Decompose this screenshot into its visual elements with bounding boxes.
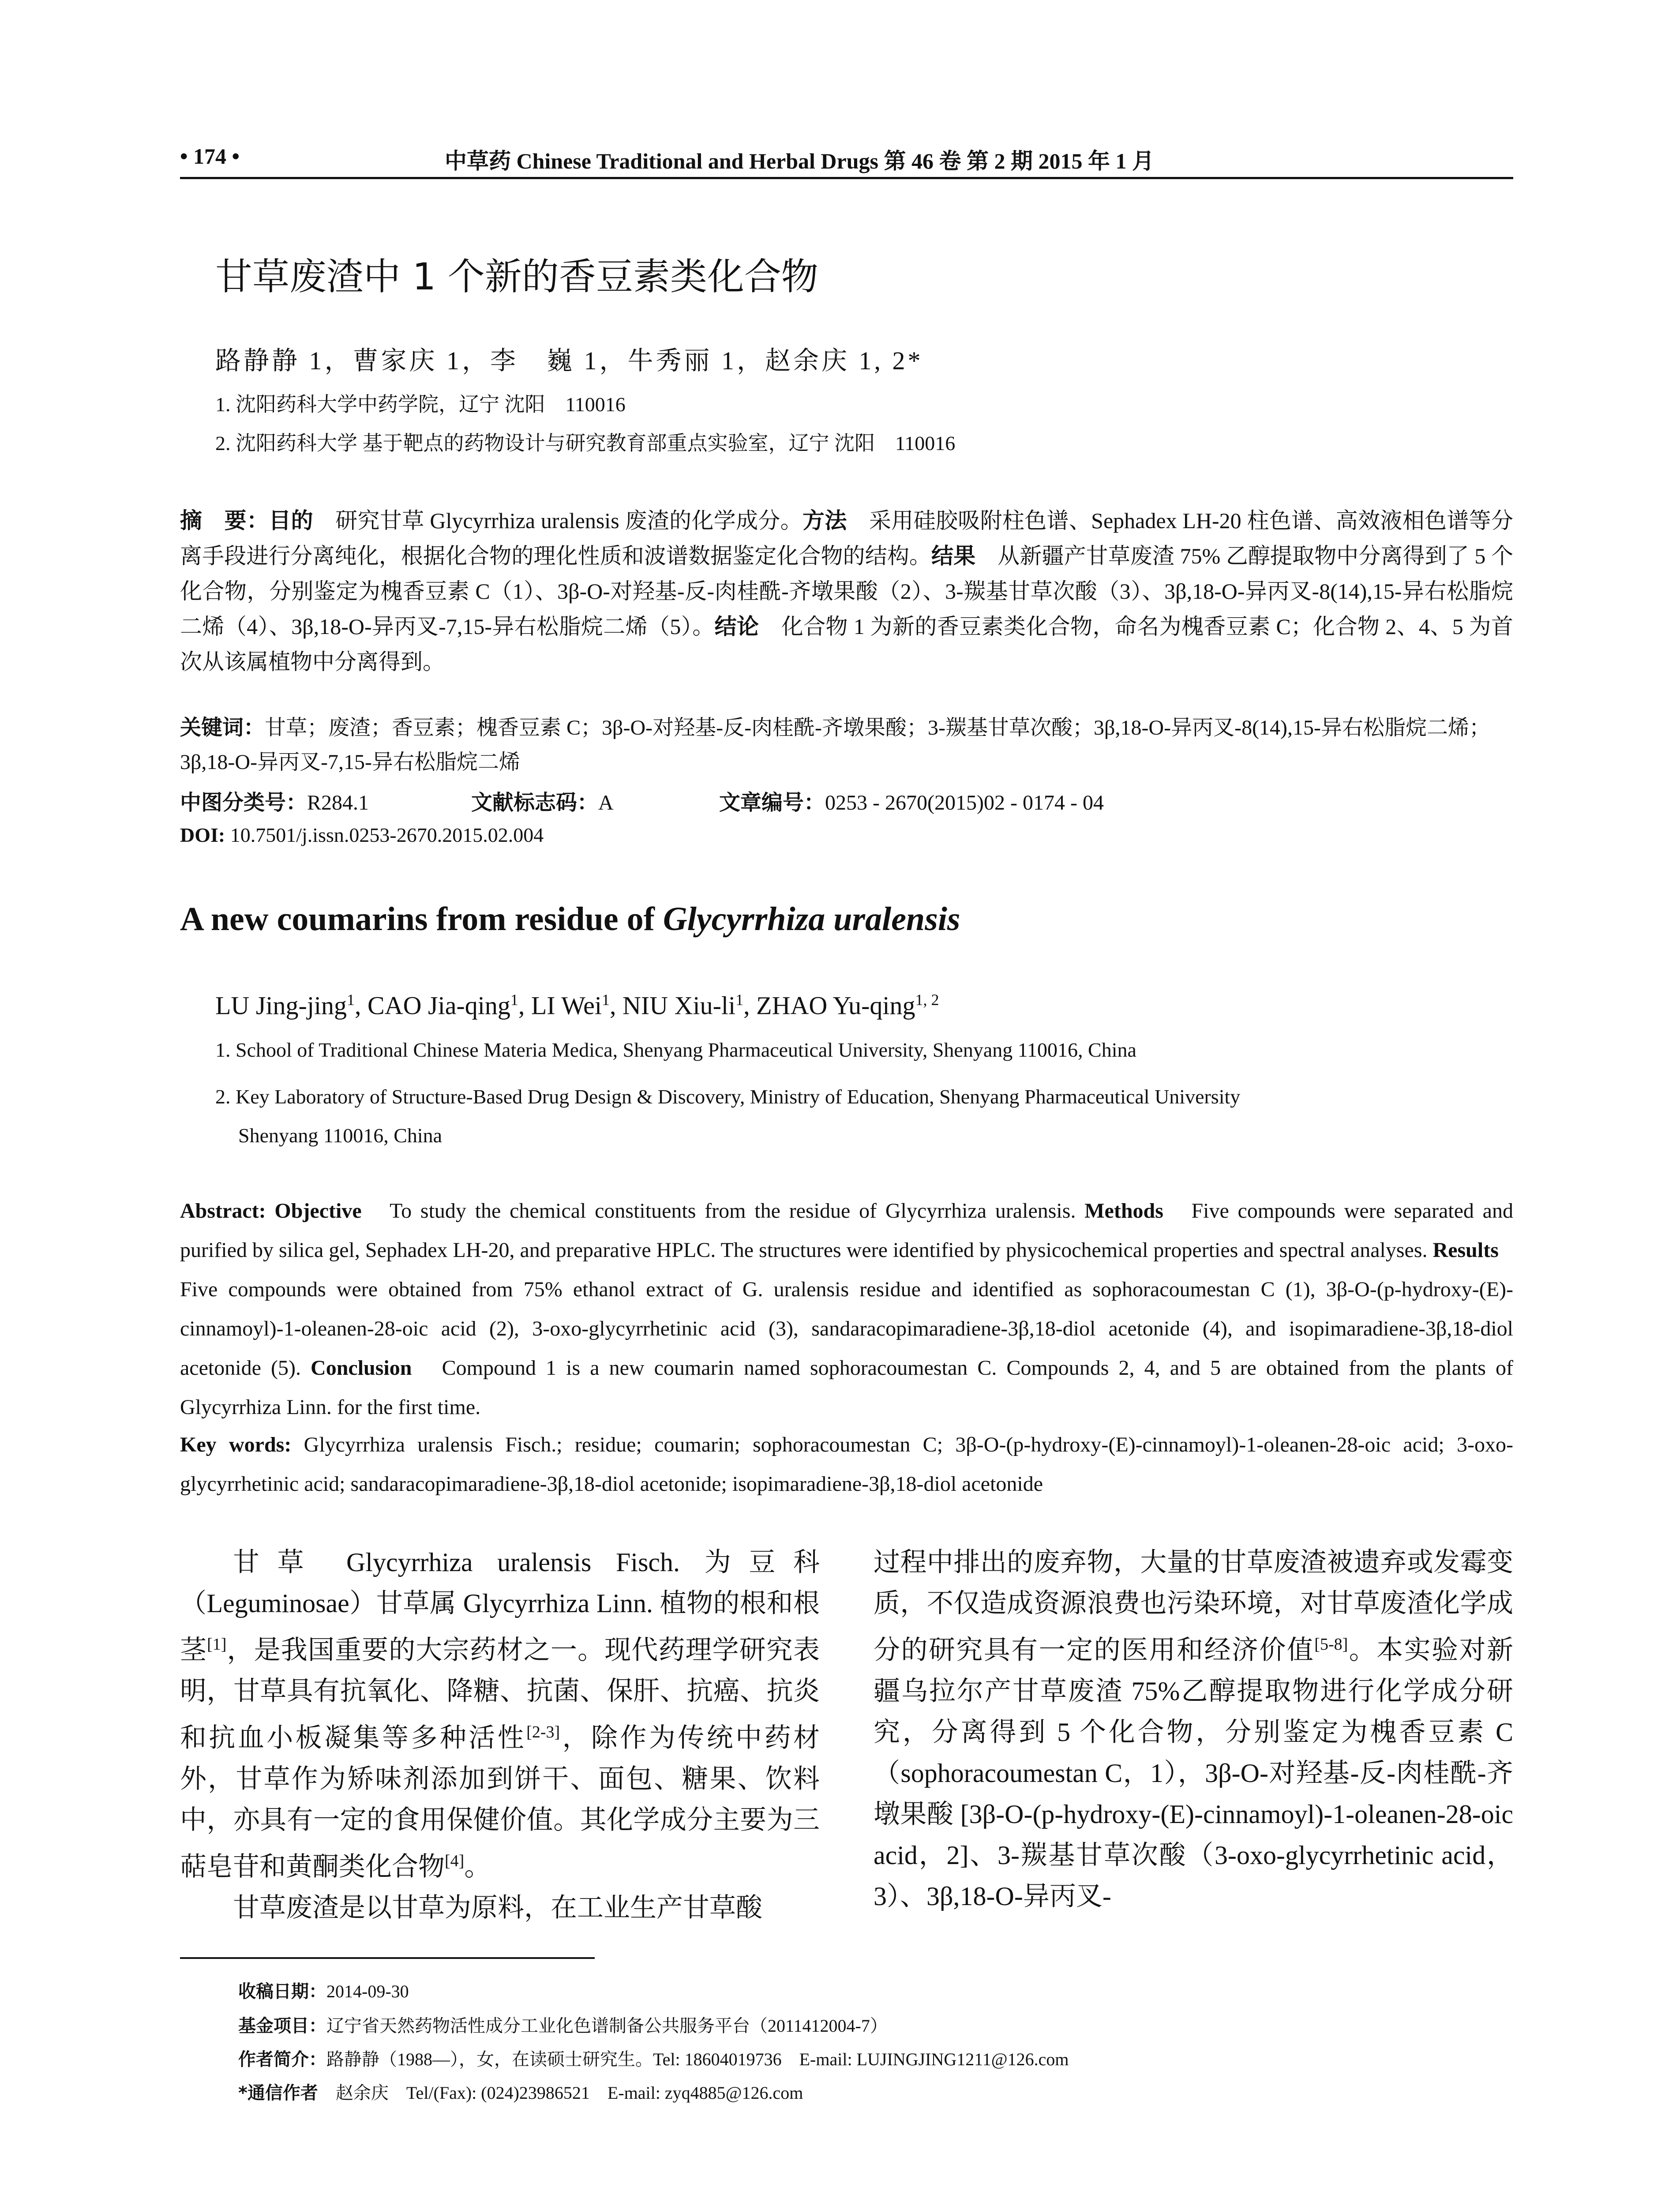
paragraph-text: 过程中排出的废弃物，大量的甘草废渣被遗弃或发霉变质，不仅造成资源浪费也污染环境，对甘草废渣化学成分的研究具有一定的医用和经济价值 (874, 1548, 1513, 1665)
abstract-objective-label: Abstract: Objective (180, 1199, 362, 1223)
document-code (471, 785, 614, 816)
paragraph-text: ，是我国重要的大宗药材之一。现代药理学研究表明，甘草具有抗氧化、降糖、抗菌、保肝、抗癌、抗炎和抗血小板凝集等多种活性 (180, 1636, 820, 1752)
english-keywords (180, 1425, 1513, 1504)
article-number (719, 785, 1104, 816)
clc-code (180, 785, 369, 816)
english-title (180, 900, 960, 938)
conclusion-label: Conclusion (311, 1356, 412, 1380)
author-name: ZHAO Yu-qing (756, 991, 915, 1020)
author-sup: 1, 2 (915, 991, 939, 1009)
methods-label: 方法 (802, 508, 847, 533)
author-sup: 1 (347, 991, 355, 1009)
keywords-text: 甘草；废渣；香豆素；槐香豆素 C；3β-O-对羟基-反-肉桂酰-齐墩果酸；3-羰基甘草次酸；3β,18-O-异丙叉-8(14),15-异右松脂烷二烯；3β,18-O-异丙叉-7,15-异右松脂烷二烯 (180, 716, 1491, 774)
author-name: LU Jing-jing (215, 991, 347, 1020)
paragraph-text: 。本实验对新疆乌拉尔产甘草废渣 75%乙醇提取物进行化学成分研究，分离得到 5 个化合物，分别鉴定为槐香豆素 C（sophoracoumestan C，1），3β-O-对羟基-反-肉桂酰-齐墩果酸 [3β-O-(p-hydroxy-(E)-cinnamoyl)-1-oleanen-28-oic acid，2]、3-羰基甘草次酸（3-oxo-glycyrrhetinic acid，3）、3β,18-O-异丙叉- (874, 1636, 1514, 1911)
journal-info: 中草药 Chinese Traditional and Herbal Drugs 第 46 卷 第 2 期 2015 年 1 月 (445, 149, 1154, 173)
citation[interactable]: [5-8] (1314, 1635, 1348, 1654)
keywords-text: Glycyrrhiza uralensis Fisch.; residue; coumarin; sophoracoumestan C; 3β-O-(p-hydroxy-(E)-cinnamoyl)-1-oleanen-28-oic acid; 3-oxo-glycyrrhetinic acid; sandaracopimaradiene-3β,18-diol acetonide; isopimaradiene-3β,18-diol acetonide (180, 1433, 1513, 1496)
footnote-author (238, 2045, 1069, 2071)
clc-value: R284.1 (307, 791, 369, 814)
body-column-right (874, 1542, 1513, 1917)
author-sup: 1 (602, 991, 610, 1009)
chinese-affiliation-2: 2. 沈阳药科大学 基于靶点的药物设计与研究教育部重点实验室，辽宁 沈阳 110016 (215, 432, 956, 454)
footnote-corresponding (238, 2079, 803, 2104)
english-affiliation-1: 1. School of Traditional Chinese Materia Medica, Shenyang Pharmaceutical University, Shenyang 110016, China (215, 1039, 1136, 1061)
english-authors: LU Jing-jing$^1$, CAO Jia-qing$^1$, LI Wei$^1$, NIU Xiu-$li^1$, ZHAO Yu-qing$^{1, 2}$ (215, 991, 939, 1020)
chinese-authors: 路静静 1，曹家庆 1，李 巍 1，牛秀丽 1，赵余庆 1, 2* (215, 346, 923, 375)
chinese-title: 甘草废渣中 1 个新的香豆素类化合物 (215, 255, 818, 298)
conclusion-text: Compound 1 is a new coumarin named sophoracoumestan C. Compounds 2, 4, and 5 are obtained from the plants of Glycyrrhiza Linn. for the first time. (180, 1356, 1514, 1419)
methods-text: Five compounds were separated and purified by silica gel, Sephadex LH-20, and preparative HPLC. The structures were identified by physicochemical properties and spectral analyses. (180, 1199, 1513, 1262)
chinese-affiliation-1: 1. 沈阳药科大学中药学院，辽宁 沈阳 110016 (215, 393, 626, 416)
fund-text: 辽宁省天然药物活性成分工业化色谱制备公共服务平台（2011412004-7） (326, 2016, 888, 2036)
received-label: 收稿日期： (238, 1981, 326, 2002)
citation[interactable]: [4] (445, 1852, 465, 1870)
doi-label: DOI: (180, 824, 225, 846)
article-no-label: 文章编号： (719, 790, 825, 815)
paragraph-text: 。 (464, 1852, 491, 1881)
author-name: NIU Xiu-li (622, 991, 736, 1020)
english-title-species: Glycyrrhiza uralensis (663, 900, 960, 938)
running-header (180, 143, 1513, 178)
paragraph-text: 甘草 Glycyrrhiza uralensis Fisch. 为豆科（Leguminosae）甘草属 Glycyrrhiza Linn. 植物的根和根茎 (180, 1548, 820, 1665)
article-no-value: 0253 - 2670(2015)02 - 0174 - 04 (825, 791, 1104, 814)
page-number: • 174 • (180, 144, 240, 169)
author-name: LI Wei (531, 991, 602, 1020)
conclusion-text: 化合物 1 为新的香豆素类化合物，命名为槐香豆素 C；化合物 2、4、5 为首次从该属植物中分离得到。 (180, 614, 1513, 674)
footnote-rule (180, 1957, 595, 1959)
chinese-abstract (180, 503, 1513, 679)
results-label: Results (1432, 1238, 1499, 1262)
doi-line (180, 823, 544, 847)
author-label: 作者简介： (238, 2049, 326, 2070)
citation[interactable]: [2-3] (526, 1723, 560, 1741)
author-info: 路静静（1988—），女，在读硕士研究生。Tel: 18604019736 E-mail: LUJINGJING1211@126.com (326, 2049, 1069, 2069)
paragraph-text: ，除作为传统中药材外，甘草作为矫味剂添加到饼干、面包、糖果、饮料中，亦具有一定的食用保健价值。其化学成分主要为三萜皂苷和黄酮类化合物 (180, 1723, 820, 1881)
doc-code-label: 文献标志码： (471, 790, 599, 815)
clc-label: 中图分类号： (180, 790, 308, 815)
results-text: 从新疆产甘草废渣 75% 乙醇提取物中分离得到了 5 个化合物，分别鉴定为槐香豆素 C（1）、3β-O-对羟基-反-肉桂酰-齐墩果酸（2）、3-羰基甘草次酸（3）、3β,18-O-异丙叉-8(14),15-异右松脂烷二烯（4）、3β,18-O-异丙叉-7,15-异右松脂烷二烯（5）。 (180, 544, 1514, 639)
doi-link[interactable]: 10.7501/j.issn.0253-2670.2015.02.004 (225, 824, 544, 846)
affiliation-2-line-2: Shenyang 110016, China (238, 1124, 442, 1147)
author-sup: 1 (735, 991, 744, 1009)
body-paragraph-2: 甘草废渣是以甘草为原料，在工业生产甘草酸 (233, 1893, 762, 1922)
doc-code-value: A (598, 791, 614, 814)
methods-text: 采用硅胶吸附柱色谱、Sephadex LH-20 柱色谱、高效液相色谱等分离手段进行分离纯化，根据化合物的理化性质和波谱数据鉴定化合物的结构。 (180, 508, 1514, 568)
objective-text: 研究甘草 Glycyrrhiza uralensis 废渣的化学成分。 (313, 508, 803, 533)
keywords-label: 关键词： (180, 715, 265, 740)
body-column-left (180, 1542, 820, 1928)
objective-label: 目的 (269, 508, 313, 533)
fund-label: 基金项目： (238, 2016, 326, 2036)
footnote-fund (238, 2012, 888, 2037)
results-text: Five compounds were obtained from 75% ethanol extract of G. uralensis residue and identified as sophoracoumestan C (1), 3β-O-(p-hydroxy-(E)-cinnamoyl)-1-oleanen-28-oic acid (2), 3-oxo-glycyrrhetinic acid (3), sandaracopimaradiene-3β,18-diol acetonide (4), and isopimaradiene-3β,18-diol acetonide (5). (180, 1238, 1520, 1380)
footnote-received (238, 1977, 409, 2003)
header-rule (180, 177, 1513, 179)
body-paragraph-2-continued (874, 1542, 1513, 1917)
body-paragraph-1 (180, 1542, 820, 1887)
author-sup: 1 (510, 991, 518, 1009)
english-abstract (180, 1191, 1520, 1427)
keywords-label: Key words: (180, 1433, 292, 1456)
affiliation-2-line-1: 2. Key Laboratory of Structure-Based Drug Design & Discovery, Ministry of Education, Shenyang Pharmaceutical University (215, 1085, 1241, 1108)
objective-text: To study the chemical constituents from the residue of Glycyrrhiza uralensis. (361, 1199, 1076, 1223)
author-name: CAO Jia-qing (368, 991, 510, 1020)
methods-label: Methods (1084, 1199, 1163, 1223)
abstract-label: 摘 要： (180, 508, 269, 533)
english-title-text: A new coumarins from residue of (180, 900, 663, 938)
chinese-keywords (180, 710, 1513, 780)
conclusion-label: 结论 (714, 614, 759, 639)
corresponding-label: *通信作者 (238, 2083, 318, 2103)
results-label: 结果 (931, 543, 976, 569)
citation[interactable]: [1] (207, 1635, 227, 1654)
corresponding-info: 赵余庆 Tel/(Fax): (024)23986521 E-mail: zyq4885@126.com (318, 2083, 803, 2103)
english-affiliation-2 (215, 1077, 1513, 1155)
received-date: 2014-09-30 (326, 1981, 409, 2001)
